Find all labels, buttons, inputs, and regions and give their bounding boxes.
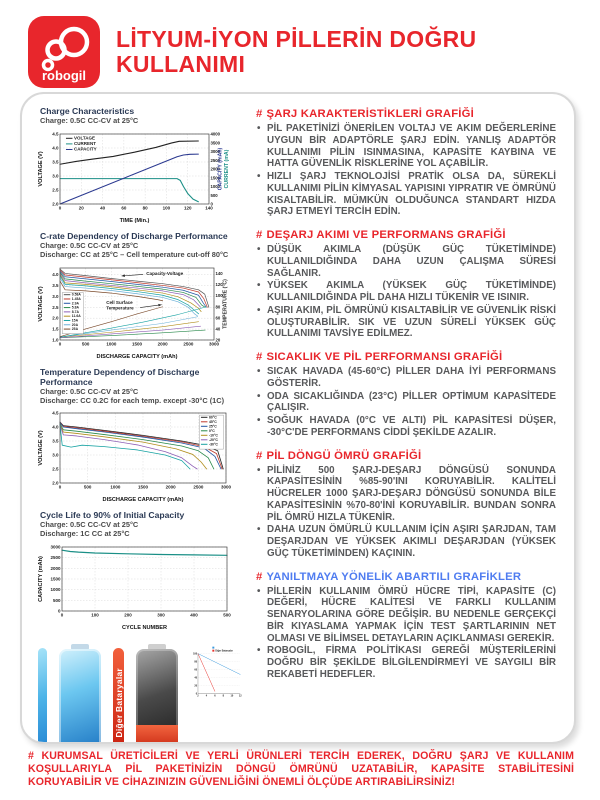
- svg-text:3500: 3500: [210, 140, 221, 146]
- logo-text: robogil: [41, 68, 87, 83]
- svg-text:60: 60: [194, 668, 198, 672]
- svg-text:Capacity-Voltage: Capacity-Voltage: [146, 270, 184, 276]
- svg-text:DISCHARGE CAPACITY (mAh): DISCHARGE CAPACITY (mAh): [96, 353, 178, 360]
- svg-text:3000: 3000: [220, 484, 232, 490]
- chart-subtitle: Charge: 0.5C CC-CV at 25°C: [40, 386, 139, 396]
- svg-text:1000: 1000: [110, 484, 121, 490]
- svg-text:2500: 2500: [193, 484, 204, 490]
- svg-text:3.0: 3.0: [52, 452, 59, 458]
- svg-text:2000: 2000: [165, 484, 176, 490]
- svg-text:0: 0: [210, 201, 213, 207]
- svg-text:Diğer Bataryalar: Diğer Bataryalar: [215, 650, 233, 653]
- svg-text:CAPACITY: CAPACITY: [73, 146, 97, 152]
- svg-text:3.0: 3.0: [52, 173, 59, 179]
- svg-text:25A: 25A: [71, 326, 79, 331]
- svg-text:100: 100: [215, 292, 223, 298]
- svg-text:TIME (Min.): TIME (Min.): [119, 217, 150, 224]
- section-heading: # SICAKLIK VE PİL PERFORMANSI GRAFİĞİ: [256, 351, 503, 363]
- svg-text:4.5: 4.5: [52, 131, 59, 137]
- svg-text:100: 100: [91, 612, 99, 618]
- chart-crate-discharge: [36, 262, 236, 360]
- svg-text:15A: 15A: [71, 318, 79, 323]
- svg-text:140: 140: [215, 270, 223, 276]
- bullet: • DÜŞÜK AKIMLA (DÜŞÜK GÜÇ TÜKETİMİNDE) KULLANILDIĞINDA DAHA UZUN ÇALIŞMA SÜRESİ SAĞLANIR.: [256, 244, 556, 279]
- svg-text:4.0: 4.0: [52, 145, 59, 151]
- section-pil-dongu-omru: [256, 450, 556, 560]
- hash-marker: #: [256, 229, 263, 241]
- chart-block-cycle-life: [36, 510, 242, 631]
- other-battery: [129, 644, 185, 744]
- svg-text:100: 100: [162, 205, 171, 211]
- svg-text:2500: 2500: [210, 157, 221, 163]
- low-charge-fill: [136, 725, 178, 744]
- svg-text:2000: 2000: [157, 341, 168, 347]
- svg-text:0: 0: [195, 692, 198, 696]
- header: [0, 0, 600, 94]
- svg-text:Temperature: Temperature: [106, 305, 134, 311]
- bullet: • AŞIRI AKIM, PİL ÖMRÜNÜ KISALTABİLİR VE GÜVENLİK RİSKİ OLUŞTURABİLİR. SIK VE UZUN SÜRELİ YÜKSEK GÜÇ KULLANIMI TAVSİYE EDİLMEZ.: [256, 305, 556, 340]
- svg-text:60: 60: [215, 314, 221, 320]
- chart-block-crate-discharge: [36, 231, 242, 360]
- svg-text:12: 12: [239, 694, 242, 698]
- chart-temperature-discharge: [36, 407, 236, 503]
- chart-title: Cycle Life to 90% of Initial Capacity: [40, 510, 185, 521]
- svg-text:TEMPERATURE (°C): TEMPERATURE (°C): [222, 278, 229, 329]
- chart-block-temperature-discharge: [36, 367, 242, 504]
- blue-battery-bar: [38, 648, 47, 744]
- svg-text:120: 120: [183, 205, 192, 211]
- svg-text:45°C: 45°C: [208, 420, 217, 425]
- chart-title: Temperature Dependency of Discharge Performance: [40, 366, 200, 387]
- svg-text:4.0: 4.0: [52, 424, 59, 430]
- svg-text:VOLTAGE (V): VOLTAGE (V): [38, 430, 44, 466]
- chart-subtitle: Discharge: 1C CC at 25°C: [40, 529, 130, 539]
- chart-block-charge-characteristics: [36, 106, 242, 224]
- svg-text:10: 10: [230, 694, 234, 698]
- robogil-battery: [52, 644, 108, 744]
- svg-text:100: 100: [193, 652, 198, 656]
- svg-text:1000: 1000: [50, 587, 61, 593]
- svg-text:-30°C: -30°C: [208, 442, 218, 447]
- svg-text:3000: 3000: [208, 341, 220, 347]
- section-heading: # ŞARJ KARAKTERİSTİKLERİ GRAFİĞİ: [256, 108, 474, 120]
- svg-text:2.0: 2.0: [52, 480, 59, 486]
- section-sarj-karakteristikleri: [256, 108, 556, 218]
- text-column: [252, 106, 560, 730]
- bullet: • YÜKSEK AKIMLA (YÜKSEK GÜÇ TÜKETİMİNDE) KULLANILDIĞINDA PİL DAHA HIZLI TÜKENİR VE ISINIR.: [256, 280, 556, 304]
- dark-battery-body: [136, 649, 178, 744]
- chart-subtitle: Charge: 0.5C CC-CV at 25°C: [40, 116, 139, 125]
- svg-text:2.5: 2.5: [52, 304, 59, 310]
- chart-title: C-rate Dependency of Discharge Performance: [40, 230, 228, 241]
- svg-text:1500: 1500: [137, 484, 149, 490]
- svg-text:40: 40: [215, 326, 221, 332]
- section-heading: # PİL DÖNGÜ ÖMRÜ GRAFİĞİ: [256, 449, 422, 462]
- other-batteries-strip: [113, 648, 124, 744]
- svg-text:20: 20: [78, 205, 84, 211]
- svg-text:1500: 1500: [210, 175, 221, 181]
- svg-text:VOLTAGE (V): VOLTAGE (V): [38, 151, 44, 187]
- svg-text:0: 0: [58, 484, 62, 490]
- svg-text:1.45A: 1.45A: [71, 296, 81, 301]
- svg-text:1000: 1000: [106, 341, 117, 347]
- svg-text:20: 20: [215, 337, 221, 343]
- other-batteries-label: Diğer Bataryalar: [113, 668, 124, 738]
- svg-text:6: 6: [214, 694, 216, 698]
- svg-text:0.58A: 0.58A: [71, 292, 81, 297]
- svg-text:40: 40: [100, 205, 106, 211]
- robogil-logo: [28, 16, 100, 88]
- hash-marker: #: [256, 449, 263, 462]
- svg-text:25°C: 25°C: [208, 424, 217, 429]
- bullet: • HIZLI ŞARJ TEKNOLOJİSİ PRATİK OLSA DA, SÜREKLİ KULLANIMI PİLİN KİMYASAL YAPISINI YIPRATIR VE ÖMRÜNÜ KISALTABİLİR. MÜMKÜN OLDUĞUNCA STANDART HIZDA ŞARJ ETMEYİ TERCİH EDİN.: [256, 171, 556, 218]
- svg-text:4000: 4000: [210, 131, 221, 137]
- svg-text:VOLTAGE (V): VOLTAGE (V): [38, 286, 44, 322]
- hash-marker: #: [256, 570, 263, 583]
- svg-text:2.0: 2.0: [52, 201, 59, 207]
- svg-text:3.5: 3.5: [52, 159, 59, 165]
- svg-text:500: 500: [83, 484, 92, 490]
- svg-text:3.0: 3.0: [52, 293, 59, 299]
- svg-text:1500: 1500: [50, 576, 61, 582]
- svg-text:500: 500: [52, 597, 61, 603]
- svg-text:1.5: 1.5: [52, 326, 59, 332]
- svg-text:3.5: 3.5: [52, 282, 59, 288]
- svg-text:80: 80: [194, 660, 198, 664]
- svg-text:2.5: 2.5: [52, 187, 59, 193]
- section-desarj-akimi: [256, 229, 556, 340]
- chart-title: Charge Characteristics: [40, 106, 135, 116]
- svg-text:500: 500: [81, 341, 90, 347]
- svg-text:2.9A: 2.9A: [71, 300, 79, 305]
- svg-text:2.0: 2.0: [52, 315, 59, 321]
- svg-text:3000: 3000: [210, 148, 221, 154]
- section-yaniltici-grafikler: [256, 571, 556, 681]
- svg-text:8.7A: 8.7A: [71, 309, 79, 314]
- svg-text:2.5: 2.5: [52, 466, 59, 472]
- chart-cycle-life: [36, 541, 236, 631]
- svg-text:0: 0: [58, 341, 62, 347]
- svg-text:2500: 2500: [50, 555, 61, 561]
- bullet: • PİLLERİN KULLANIM ÖMRÜ HÜCRE TİPİ, KAPASİTE (C) DEĞERİ, HÜCRE KALİTESİ VE FARKLI KULLANIM SENARYOLARINA GÖRE DEĞİŞİR. BU NEDENLE GERÇEKÇİ BİR KIYASLAMA YAPMAK İÇİN TEST ŞARTLARININ NET OLMASI VE BİLİMSEL DETAYLARIN AÇIKLANMASI GEREKİR.: [256, 586, 556, 645]
- bullet: • ODA SICAKLIĞINDA (23°C) PİLLER OPTİMUM KAPASİTEDE ÇALIŞIR.: [256, 391, 556, 415]
- svg-text:-20°C: -20°C: [208, 438, 218, 443]
- svg-text:80: 80: [142, 205, 148, 211]
- footer-note: # KURUMSAL ÜRETİCİLERİ VE YERLİ ÜRÜNLERİ TERCİH EDEREK, DOĞRU ŞARJ VE KULLANIM KOŞULLARIYLA PİL PAKETİNİZİN DÖNGÜ ÖMRÜNÜ UZATABİLİR, KAPASİTE STABİLİTESİNİ KORUYABİLİR VE CİHAZINIZIN GÜVENLİĞİNİ ÖNEMLİ ÖLÇÜDE ARTIRABİLİRSİNİZ!: [28, 750, 574, 789]
- svg-text:120: 120: [215, 281, 223, 287]
- bullet: • SOĞUK HAVADA (0°C VE ALTI) PİL KAPASİTESİ DÜŞER, -30°C'DE PERFORMANS CİDDİ ŞEKİLDE AZALIR.: [256, 415, 556, 439]
- svg-text:-10°C: -10°C: [208, 433, 218, 438]
- chart-cycle-comparison-mini: [192, 646, 242, 700]
- svg-text:CYCLE NUMBER: CYCLE NUMBER: [121, 625, 168, 632]
- svg-text:0: 0: [58, 205, 62, 211]
- svg-text:20: 20: [194, 684, 198, 688]
- svg-text:1000: 1000: [210, 183, 221, 189]
- svg-text:VOLTAGE: VOLTAGE: [73, 135, 96, 141]
- svg-text:60: 60: [121, 205, 127, 211]
- svg-text:5.8A: 5.8A: [71, 305, 79, 310]
- svg-text:400: 400: [190, 612, 198, 618]
- charts-column: [36, 106, 242, 738]
- svg-text:1.0: 1.0: [52, 337, 59, 343]
- svg-text:CAPACITY (mAh): CAPACITY (mAh): [217, 147, 224, 191]
- chart-subtitle: Charge: 0.5C CC-CV at 25°C: [40, 520, 139, 530]
- svg-text:60°C: 60°C: [208, 415, 217, 420]
- chart-subtitle: Discharge: CC at 25°C – Cell temperature cut-off 80°C: [40, 249, 229, 259]
- svg-text:4.0: 4.0: [52, 271, 59, 277]
- svg-text:40: 40: [194, 676, 198, 680]
- svg-text:0: 0: [60, 612, 64, 618]
- bullet: • SICAK HAVADA (45-60°C) PİLLER DAHA İYİ PERFORMANS GÖSTERİR.: [256, 366, 556, 390]
- svg-text:DISCHARGE CAPACITY (mAh): DISCHARGE CAPACITY (mAh): [102, 497, 184, 504]
- hash-marker: #: [256, 108, 263, 120]
- svg-text:2000: 2000: [50, 565, 61, 571]
- bullet: • ROBOGİL, FİRMA POLİTİKASI GEREĞİ MÜŞTERİLERİNİ DOĞRU BİR ŞEKİLDE BİLGİLENDİRMEYİ VE SAYGILI BİR REKABETİ HEDEFLER.: [256, 645, 556, 680]
- content-card: [20, 92, 576, 744]
- hash-marker: #: [256, 351, 263, 363]
- svg-text:CURRENT: CURRENT: [73, 140, 96, 146]
- section-sicaklik-performans: [256, 351, 556, 439]
- svg-text:0: 0: [57, 608, 61, 614]
- svg-text:8: 8: [222, 694, 225, 698]
- svg-text:500: 500: [210, 192, 218, 198]
- svg-text:2000: 2000: [210, 166, 221, 172]
- section-heading: # DEŞARJ AKIMI VE PERFORMANS GRAFİĞİ: [256, 229, 506, 241]
- robogil-logo-icon: [28, 16, 100, 88]
- svg-text:4.5: 4.5: [52, 410, 59, 416]
- svg-text:2: 2: [197, 694, 199, 698]
- svg-text:3000: 3000: [50, 544, 61, 550]
- bullet: • PİLİNİZ 500 ŞARJ-DEŞARJ DÖNGÜSÜ SONUNDA KAPASİTESİNİN %85-90'INI KORUYABİLİR. KALİTELİ HÜCRELER 1000 ŞARJ-DEŞARJ DÖNGÜSÜ SONUNDA BİLE KAPASİTESİNİN %70-80'İNİ KORUYABİLİR. BUNDAN SONRA PİL ÖMRÜ HIZLA TÜKENİR.: [256, 465, 556, 524]
- chart-subtitle: Discharge: CC 0.2C for each temp. except -30°C (1C): [40, 395, 225, 405]
- svg-text:80: 80: [215, 303, 221, 309]
- svg-text:CURRENT (mA): CURRENT (mA): [224, 149, 230, 189]
- svg-text:200: 200: [124, 612, 132, 618]
- section-heading: # YANILTMAYA YÖNELİK ABARTILI GRAFİKLER: [256, 570, 522, 583]
- chart-subtitle: Charge: 0.5C CC-CV at 25°C: [40, 240, 139, 250]
- bullet: • DAHA UZUN ÖMÜRLÜ KULLANIM İÇİN AŞIRI ŞARJDAN, TAM DEŞARJDAN VE YÜKSEK AKIMLI DEŞARJDAN (YÜKSEK GÜÇ TÜKETİMİNDEN) KAÇININ.: [256, 524, 556, 559]
- svg-text:CAPACITY (mAh): CAPACITY (mAh): [38, 556, 44, 603]
- svg-text:300: 300: [157, 612, 165, 618]
- svg-text:4: 4: [205, 694, 208, 698]
- svg-text:Cell Surface: Cell Surface: [106, 299, 133, 305]
- svg-text:20A: 20A: [71, 322, 79, 327]
- bullet: • PİL PAKETİNİZİ ÖNERİLEN VOLTAJ VE AKIM DEĞERLERİNE UYGUN BİR ADAPTÖRLE ŞARJ EDİN. YANLIŞ ADAPTÖR KULLANIMI PİLİN ISINMASINA, KAPASİTE KAYBINA VE HATTA GÜVENLİK RİSKLERİNE YOL AÇABİLİR.: [256, 123, 556, 170]
- chart-charge-characteristics: [36, 128, 236, 224]
- svg-text:3.5: 3.5: [52, 438, 59, 444]
- page-title: LİTYUM-İYON PİLLERİN DOĞRU KULLANIMI: [116, 26, 477, 77]
- svg-text:1500: 1500: [131, 341, 143, 347]
- svg-text:0°C: 0°C: [208, 429, 215, 434]
- svg-text:2500: 2500: [183, 341, 194, 347]
- blue-battery-body: [59, 649, 101, 744]
- svg-text:11.6A: 11.6A: [71, 313, 81, 318]
- svg-text:140: 140: [205, 205, 213, 211]
- svg-text:500: 500: [223, 612, 231, 618]
- battery-comparison-graphic: [36, 638, 242, 744]
